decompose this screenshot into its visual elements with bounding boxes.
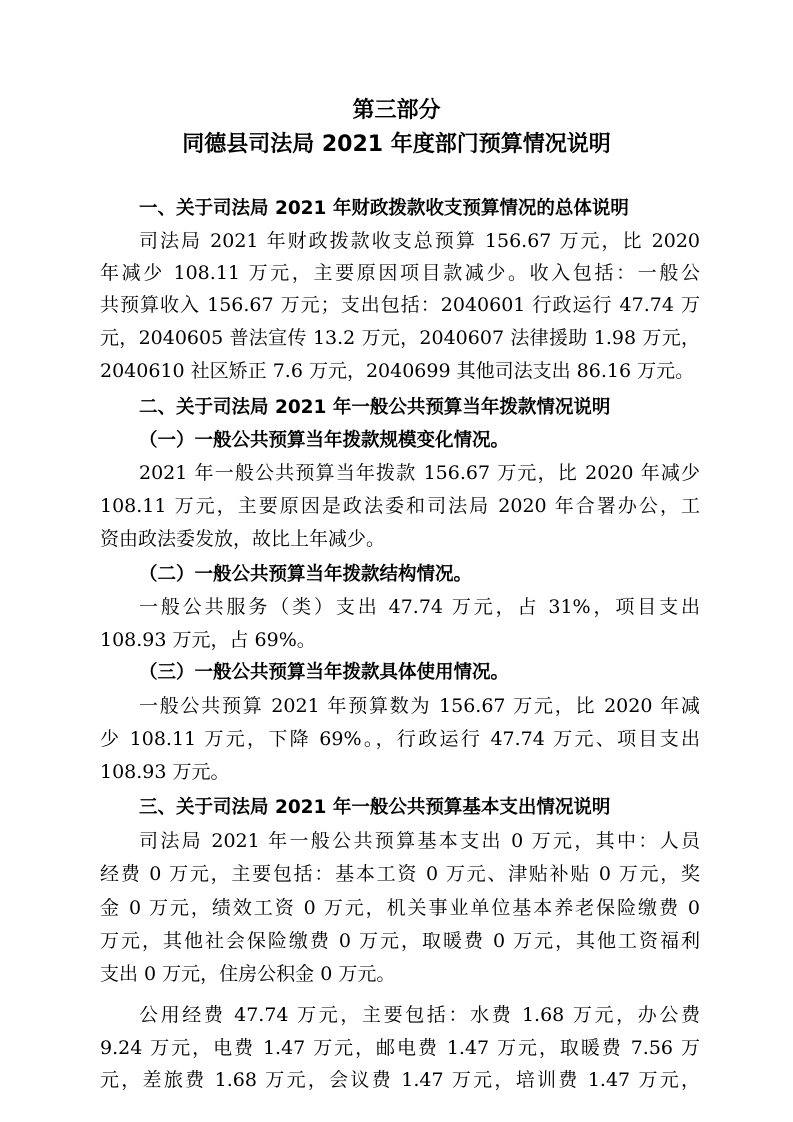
paragraph-line: 年减少 108.11 万元，主要原因项目款减少。收入包括：一般公 <box>100 262 700 284</box>
section2-heading: 二、关于司法局 2021 年一般公共预算当年拨款情况说明 <box>139 397 611 418</box>
paragraph-line: 9.24 万元，电费 1.47 万元，邮电费 1.47 万元，取暖费 7.56 万 <box>100 1037 700 1059</box>
paragraph-line: 金 0 万元，绩效工资 0 万元，机关事业单位基本养老保险缴费 0 <box>100 897 700 919</box>
paragraph-line: 支出 0 万元，住房公积金 0 万元。 <box>100 963 396 985</box>
paragraph-line: 司法局 2021 年财政拨款收支总预算 156.67 万元，比 2020 <box>139 230 700 252</box>
paragraph-line: 公用经费 47.74 万元，主要包括：水费 1.68 万元，办公费 <box>139 1004 700 1026</box>
paragraph-line: 2021 年一般公共预算当年拨款 156.67 万元，比 2020 年减少 <box>139 462 700 484</box>
paragraph-line: 司法局 2021 年一般公共预算基本支出 0 万元，其中：人员 <box>139 830 700 852</box>
paragraph-line: 元，2040605 普法宣传 13.2 万元，2040607 法律援助 1.98 万元， <box>100 327 700 349</box>
paragraph-line: 2040610 社区矫正 7.6 万元，2040699 其他司法支出 86.16 万元。 <box>100 360 695 382</box>
paragraph-line: 少 108.11 万元，下降 69%。，行政运行 47.74 万元、项目支出 <box>100 728 700 750</box>
paragraph-line: 万元，其他社会保险缴费 0 万元，取暖费 0 万元，其他工资福利 <box>100 930 700 952</box>
document-title-part: 第三部分 <box>352 98 441 123</box>
section3-heading: 三、关于司法局 2021 年一般公共预算基本支出情况说明 <box>139 797 611 818</box>
subsection3-heading: （三）一般公共预算当年拨款具体使用情况。 <box>139 662 510 683</box>
paragraph-line: 108.11 万元，主要原因是政法委和司法局 2020 年合署办公，工 <box>100 495 700 517</box>
paragraph-line: 经费 0 万元，主要包括：基本工资 0 万元、津贴补贴 0 万元，奖 <box>100 863 700 885</box>
paragraph-line: 108.93 万元。 <box>100 761 230 783</box>
document-title: 同德县司法局 2021 年度部门预算情况说明 <box>182 132 611 157</box>
paragraph-line: 一般公共服务（类）支出 47.74 万元，占 31%，项目支出 <box>139 596 700 618</box>
paragraph-line: 一般公共预算 2021 年预算数为 156.67 万元，比 2020 年减 <box>139 695 700 717</box>
paragraph-line: 共预算收入 156.67 万元；支出包括：2040601 行政运行 47.74 万 <box>100 294 700 316</box>
paragraph-line: 资由政法委发放，故比上年减少。 <box>100 528 386 550</box>
paragraph-line: 元，差旅费 1.68 万元，会议费 1.47 万元，培训费 1.47 万元， <box>100 1069 700 1091</box>
subsection1-heading: （一）一般公共预算当年拨款规模变化情况。 <box>139 430 510 451</box>
paragraph-line: 108.93 万元，占 69%。 <box>100 629 316 651</box>
subsection2-heading: （二）一般公共预算当年拨款结构情况。 <box>139 564 473 585</box>
section1-heading: 一、关于司法局 2021 年财政拨款收支预算情况的总体说明 <box>139 198 629 219</box>
